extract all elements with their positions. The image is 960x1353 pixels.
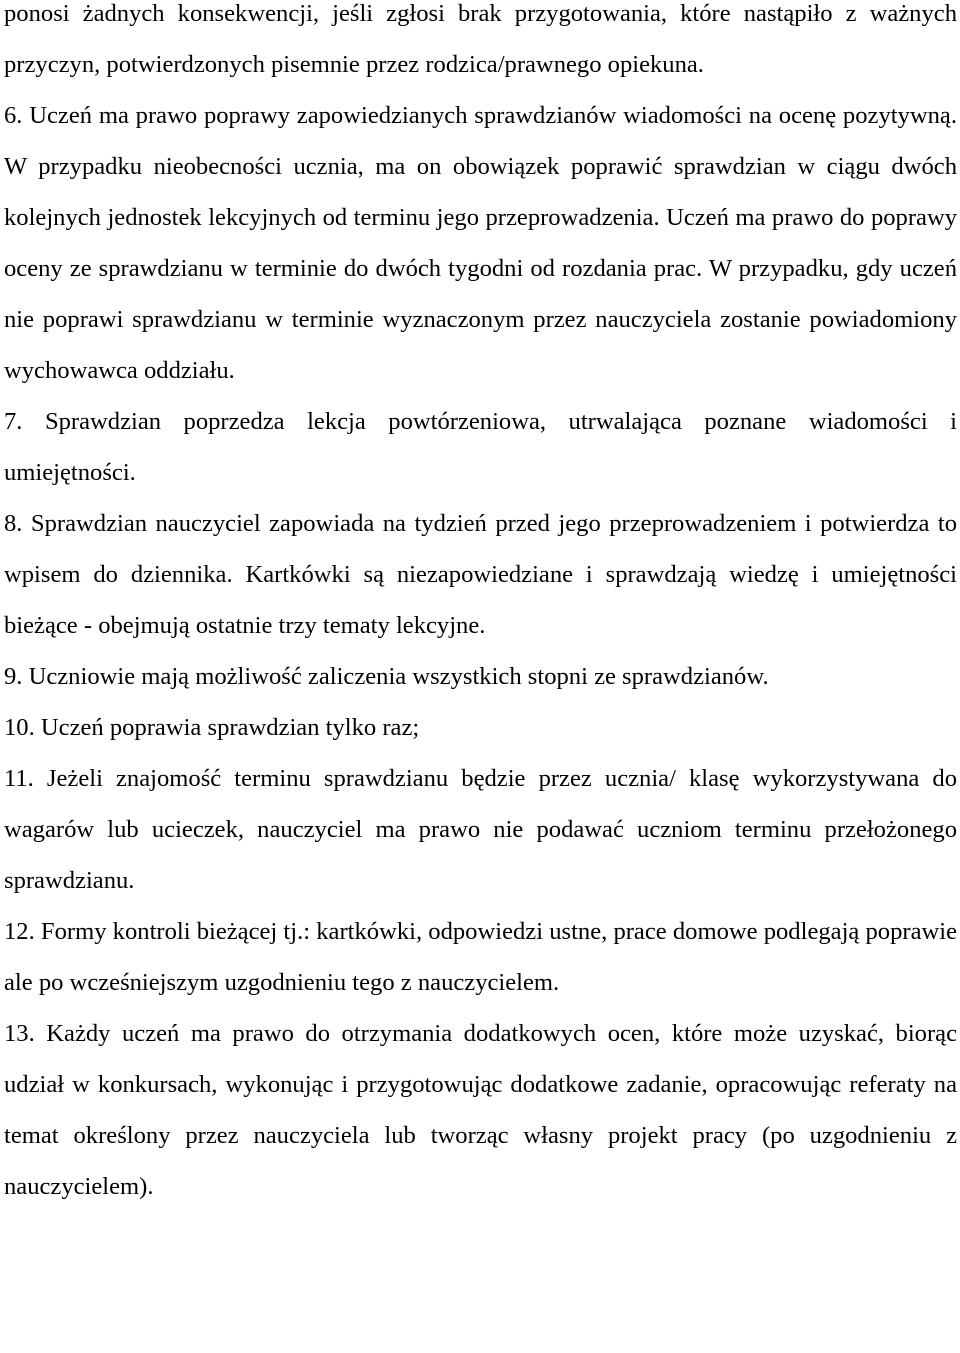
paragraph-continuation: ponosi żadnych konsekwencji, jeśli zgłosi brak przygotowania, które nastąpiło z ważnych przyczyn, potwierdzonych pisemnie przez rodzica/prawnego opiekuna. [4, 0, 957, 78]
paragraph-item-10: 10. Uczeń poprawia sprawdzian tylko raz; [4, 714, 420, 741]
paragraph-item-11: 11. Jeżeli znajomość terminu sprawdzianu będzie przez ucznia/ klasę wykorzystywana do wagarów lub ucieczek, nauczyciel ma prawo nie podawać uczniom terminu przełożonego sprawdzianu. [4, 765, 957, 894]
paragraph-item-12: 12. Formy kontroli bieżącej tj.: kartkówki, odpowiedzi ustne, prace domowe podlegają poprawie ale po wcześniejszym uzgodnieniu tego z nauczycielem. [4, 918, 957, 996]
paragraph-item-9: 9. Uczniowie mają możliwość zaliczenia wszystkich stopni ze sprawdzianów. [4, 663, 769, 690]
paragraph-item-6: 6. Uczeń ma prawo poprawy zapowiedzianych sprawdzianów wiadomości na ocenę pozytywną. W przypadku nieobecności ucznia, ma on obowiązek poprawić sprawdzian w ciągu dwóch kolejnych jednostek lekcyjnych od terminu jego przeprowadzenia. Uczeń ma prawo do poprawy oceny ze sprawdzianu w terminie do dwóch tygodni od rozdania prac. W przypadku, gdy uczeń nie poprawi sprawdzianu w terminie wyznaczonym przez nauczyciela zostanie powiadomiony wychowawca oddziału. [4, 102, 957, 384]
paragraph-item-7: 7. Sprawdzian poprzedza lekcja powtórzeniowa, utrwalająca poznane wiadomości i umiejętności. [4, 408, 957, 486]
paragraph-item-13: 13. Każdy uczeń ma prawo do otrzymania dodatkowych ocen, które może uzyskać, biorąc udział w konkursach, wykonując i przygotowując dodatkowe zadanie, opracowując referaty na temat określony przez nauczyciela lub tworząc własny projekt pracy (po uzgodnieniu z nauczycielem). [4, 1020, 957, 1200]
paragraph-item-8: 8. Sprawdzian nauczyciel zapowiada na tydzień przed jego przeprowadzeniem i potwierdza to wpisem do dziennika. Kartkówki są niezapowiedziane i sprawdzają wiedzę i umiejętności bieżące - obejmują ostatnie trzy tematy lekcyjne. [4, 510, 957, 639]
